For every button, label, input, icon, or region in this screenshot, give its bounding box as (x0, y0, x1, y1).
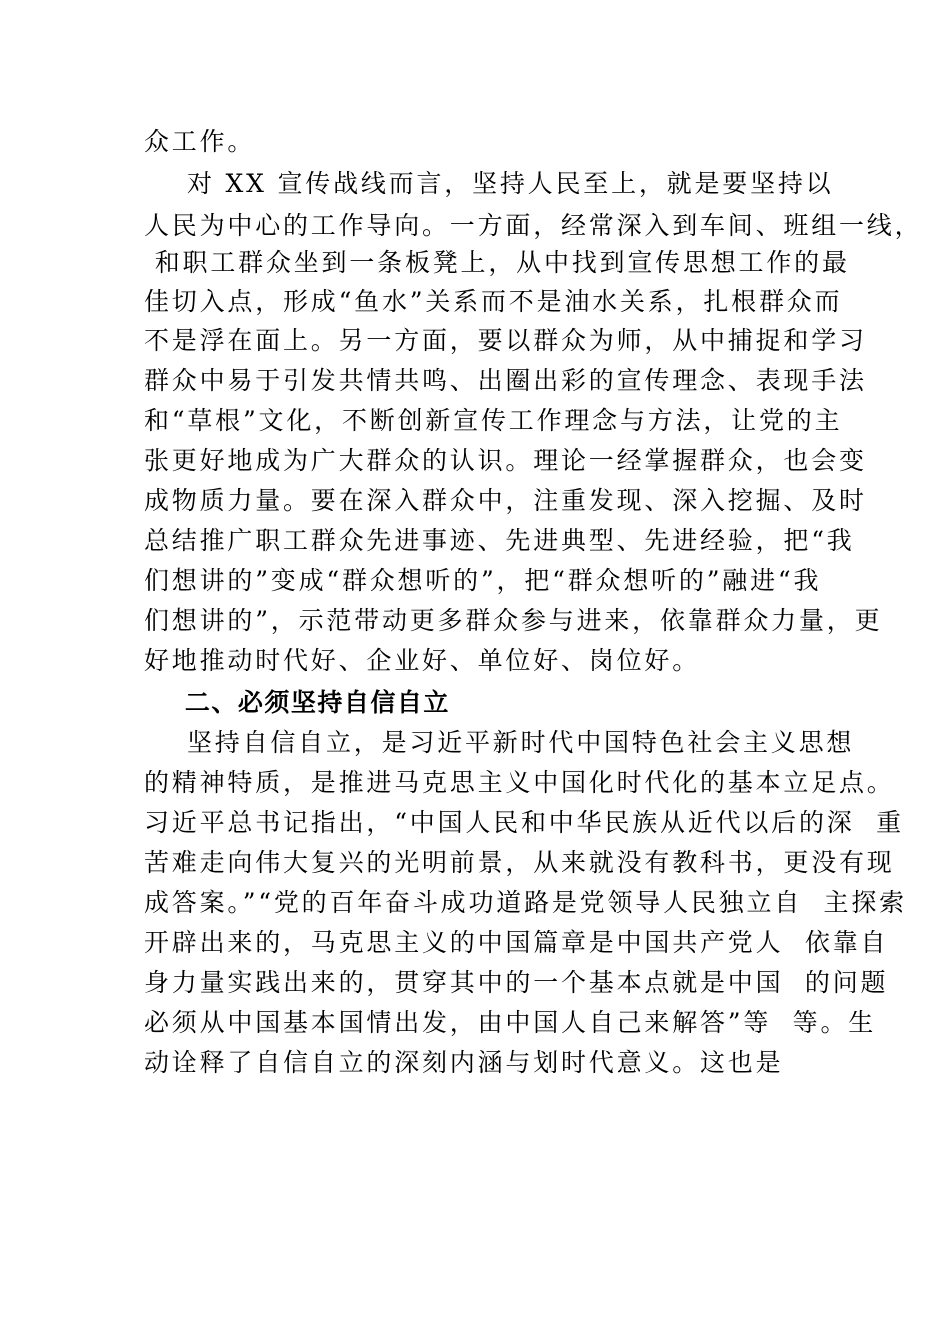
paragraph-line: 成答案。”“党的百年奋斗成功道路是党领导人民独立自 主探索 (144, 888, 907, 917)
paragraph-line: 成物质力量。要在深入群众中，注重发现、深入挖掘、及时 (144, 486, 867, 515)
paragraph-line: 开辟出来的，马克思主义的中国篇章是中国共产党人 依靠自 (144, 928, 889, 957)
paragraph-line: 必须从中国基本国情出发，由中国人自己来解答”等 等。生 (144, 1008, 877, 1037)
paragraph-line: 坚持自信自立，是习近平新时代中国特色社会主义思想 (144, 728, 855, 757)
paragraph-line: 习近平总书记指出，“中国人民和中华民族从近代以后的深 重 (144, 808, 904, 837)
paragraph-line: 好地推动时代好、企业好、单位好、岗位好。 (144, 646, 701, 675)
section-heading: 二、必须坚持自信自立 (144, 688, 450, 717)
paragraph-line: 和“草根”文化，不断创新宣传工作理念与方法，让党的主 (144, 406, 843, 435)
paragraph-line: 总结推广职工群众先进事迹、先进典型、先进经验，把“我 (144, 526, 855, 555)
paragraph-line: 动诠释了自信自立的深刻内涵与划时代意义。这也是 (144, 1048, 784, 1077)
paragraph-line: 们想讲的”变成“群众想听的”，把“群众想听的”融进“我 (144, 566, 822, 595)
paragraph-line: 群众中易于引发共情共鸣、出圈出彩的宣传理念、表现手法 (144, 366, 867, 395)
paragraph-line: 张更好地成为广大群众的认识。理论一经掌握群众，也会变 (144, 446, 867, 475)
paragraph-line: 众工作。 (144, 127, 256, 156)
paragraph-line: 对 XX 宣传战线而言，坚持人民至上，就是要坚持以 (144, 169, 834, 198)
paragraph-line: 人民为中心的工作导向。一方面，经常深入到车间、班组一线， (144, 211, 923, 240)
paragraph-line: 佳切入点，形成“鱼水”关系而不是油水关系，扎根群众而 (144, 287, 843, 316)
paragraph-line: 们想讲的”，示范带动更多群众参与进来，依靠群众力量，更 (144, 606, 883, 635)
paragraph-line: 苦难走向伟大复兴的光明前景，从来就没有教科书，更没有现 (144, 848, 895, 877)
paragraph-line: 不是浮在面上。另一方面，要以群众为师，从中捕捉和学习 (144, 326, 867, 355)
paragraph-line: 身力量实践出来的，贯穿其中的一个基本点就是中国 的问题 (144, 968, 889, 997)
paragraph-line: 和职工群众坐到一条板凳上，从中找到宣传思想工作的最 (144, 248, 850, 277)
paragraph-line: 的精神特质，是推进马克思主义中国化时代化的基本立足点。 (144, 768, 895, 797)
